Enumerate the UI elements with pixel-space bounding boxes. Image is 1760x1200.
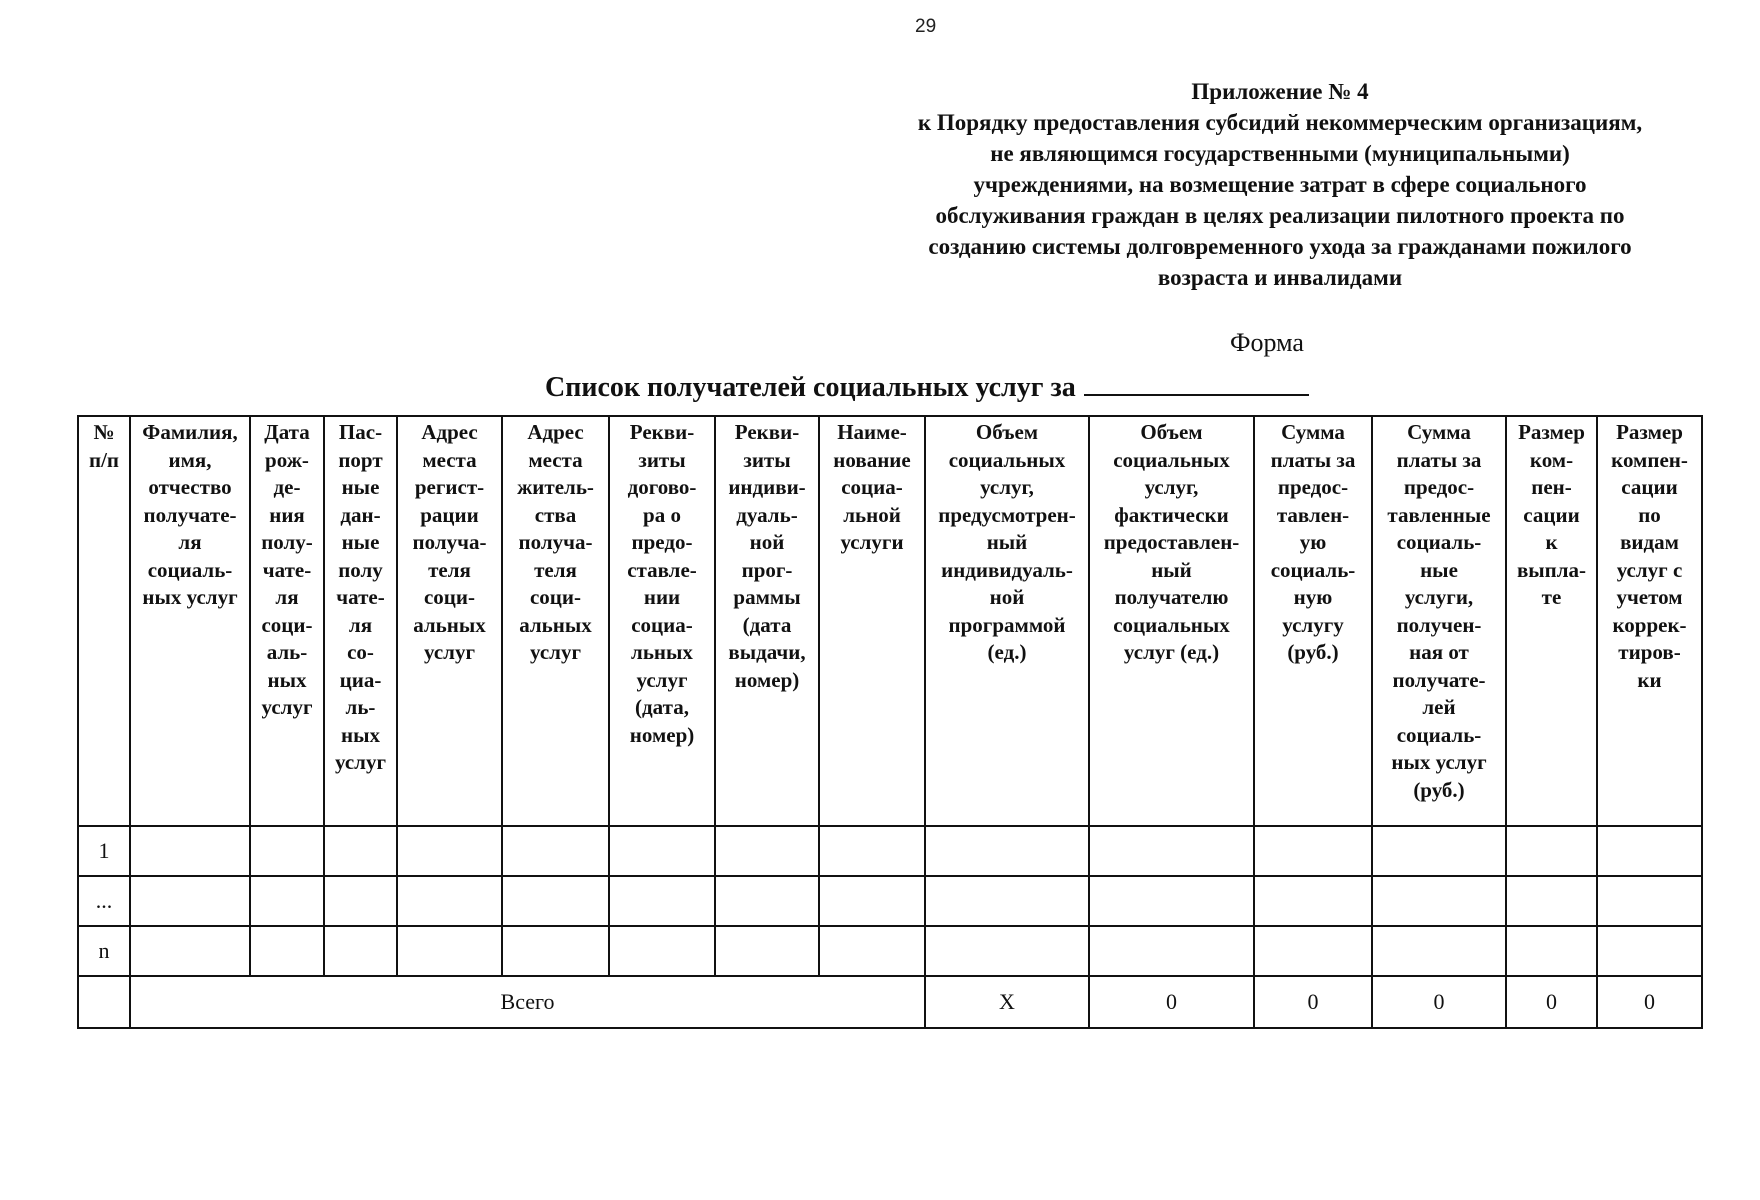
table-cell — [819, 876, 925, 926]
table-cell — [1254, 826, 1372, 876]
table-cell — [397, 826, 502, 876]
row-number: ... — [78, 876, 130, 926]
column-header — [1372, 416, 1506, 826]
appendix-line: к Порядку предоставления субсидий некоммерческим организациям, — [917, 110, 1643, 135]
total-label: Всего — [130, 976, 925, 1028]
header-text: Размер ком- пен- сации к выпла- те — [1516, 420, 1587, 609]
table-row — [78, 826, 1702, 876]
table-cell — [130, 926, 250, 976]
table-cell — [1372, 876, 1506, 926]
appendix-line: созданию системы долговременного ухода за гражданами пожилого — [928, 234, 1632, 259]
list-title-text: Список получателей социальных услуг за — [545, 372, 1076, 403]
table-cell — [250, 876, 324, 926]
table-cell — [324, 826, 397, 876]
total-value: 0 — [1506, 976, 1597, 1028]
header-text: Адрес места житель- ства получа- теля соци- альных услуг — [517, 420, 594, 664]
table-cell — [1506, 876, 1597, 926]
table-cell — [502, 826, 609, 876]
appendix-line: Приложение № 4 — [1191, 79, 1369, 104]
table-cell — [925, 826, 1089, 876]
table-cell — [609, 876, 715, 926]
table-cell — [397, 876, 502, 926]
appendix-line: учреждениями, на возмещение затрат в сфере социального — [973, 172, 1587, 197]
list-title — [545, 372, 1309, 404]
table-cell — [250, 826, 324, 876]
totals-row — [78, 976, 1702, 1028]
table-cell — [502, 876, 609, 926]
table-cell — [715, 826, 819, 876]
table-cell — [1506, 926, 1597, 976]
table-cell — [78, 976, 130, 1028]
column-header — [1506, 416, 1597, 826]
column-header — [1597, 416, 1702, 826]
column-header — [324, 416, 397, 826]
table-cell — [1254, 876, 1372, 926]
column-header — [397, 416, 502, 826]
column-header — [502, 416, 609, 826]
column-header — [715, 416, 819, 826]
table-cell — [925, 876, 1089, 926]
total-value: 0 — [1372, 976, 1506, 1028]
column-header — [819, 416, 925, 826]
table-cell — [715, 876, 819, 926]
table-cell — [1089, 876, 1254, 926]
table-cell — [819, 926, 925, 976]
period-blank-line — [1084, 374, 1309, 396]
table-cell — [324, 876, 397, 926]
header-text: Объем социальных услуг, фактически предоставлен- ный получателю социальных услуг (ед.) — [1103, 420, 1240, 664]
row-number: 1 — [78, 826, 130, 876]
table-cell — [925, 926, 1089, 976]
total-value: 0 — [1254, 976, 1372, 1028]
header-text: Сумма платы за предос- тавлен- ую социаль- ную услугу (руб.) — [1270, 420, 1356, 664]
header-text: Сумма платы за предос- тавленные социаль- ные услуги, получен- ная от получате- лей социаль- ных услуг (руб.) — [1387, 420, 1491, 802]
table-cell — [324, 926, 397, 976]
table-cell — [1089, 826, 1254, 876]
header-text: Адрес места регист- рации получа- теля соци- альных услуг — [412, 420, 487, 664]
header-text: Рекви- зиты индиви- дуаль- ной прог- раммы (дата выдачи, номер) — [728, 420, 806, 692]
table-cell — [1506, 826, 1597, 876]
row-number: n — [78, 926, 130, 976]
column-header — [1089, 416, 1254, 826]
appendix-line: обслуживания граждан в целях реализации пилотного проекта по — [935, 203, 1625, 228]
appendix-line: возраста и инвалидами — [1157, 265, 1403, 290]
header-text: № п/п — [88, 420, 120, 472]
header-text: Пас- порт ные дан- ные полу чате- ля со- циа- ль- ных услуг — [335, 420, 386, 774]
total-value: X — [925, 976, 1089, 1028]
table-row — [78, 876, 1702, 926]
column-header — [250, 416, 324, 826]
header-text: Дата рож- де- ния полу- чате- ля соци- аль- ных услуг — [261, 420, 313, 719]
appendix-line: не являющимся государственными (муниципальными) — [990, 141, 1570, 166]
table-header-row — [78, 416, 1702, 826]
recipients-table — [77, 415, 1703, 1029]
header-text: Размер компен- сации по видам услуг с учетом коррек- тиров- ки — [1611, 420, 1688, 692]
column-header — [609, 416, 715, 826]
header-text: Фамилия, имя, отчество получате- ля социаль- ных услуг — [142, 420, 238, 609]
appendix-header — [840, 76, 1720, 293]
table-cell — [130, 826, 250, 876]
table-cell — [715, 926, 819, 976]
header-text: Рекви- зиты догово- ра о предо- ставле- нии социа- льных услуг (дата, номер) — [627, 420, 697, 747]
table-cell — [1597, 826, 1702, 876]
page-number: 29 — [915, 16, 937, 37]
table-cell — [1597, 876, 1702, 926]
table-row — [78, 926, 1702, 976]
table-cell — [1372, 926, 1506, 976]
table-cell — [502, 926, 609, 976]
header-text: Наиме- нование социа- льной услуги — [833, 420, 911, 554]
table-cell — [1089, 926, 1254, 976]
table-cell — [819, 826, 925, 876]
form-label: Форма — [1230, 328, 1304, 357]
table-cell — [1372, 826, 1506, 876]
table-cell — [1597, 926, 1702, 976]
column-header — [1254, 416, 1372, 826]
column-header — [78, 416, 130, 826]
table-cell — [130, 876, 250, 926]
total-value: 0 — [1089, 976, 1254, 1028]
total-value: 0 — [1597, 976, 1702, 1028]
table-cell — [609, 826, 715, 876]
table-cell — [397, 926, 502, 976]
table-cell — [609, 926, 715, 976]
column-header — [130, 416, 250, 826]
header-text: Объем социальных услуг, предусмотрен- ный индивидуаль- ной программой (ед.) — [938, 420, 1076, 664]
table-cell — [250, 926, 324, 976]
table-cell — [1254, 926, 1372, 976]
column-header — [925, 416, 1089, 826]
